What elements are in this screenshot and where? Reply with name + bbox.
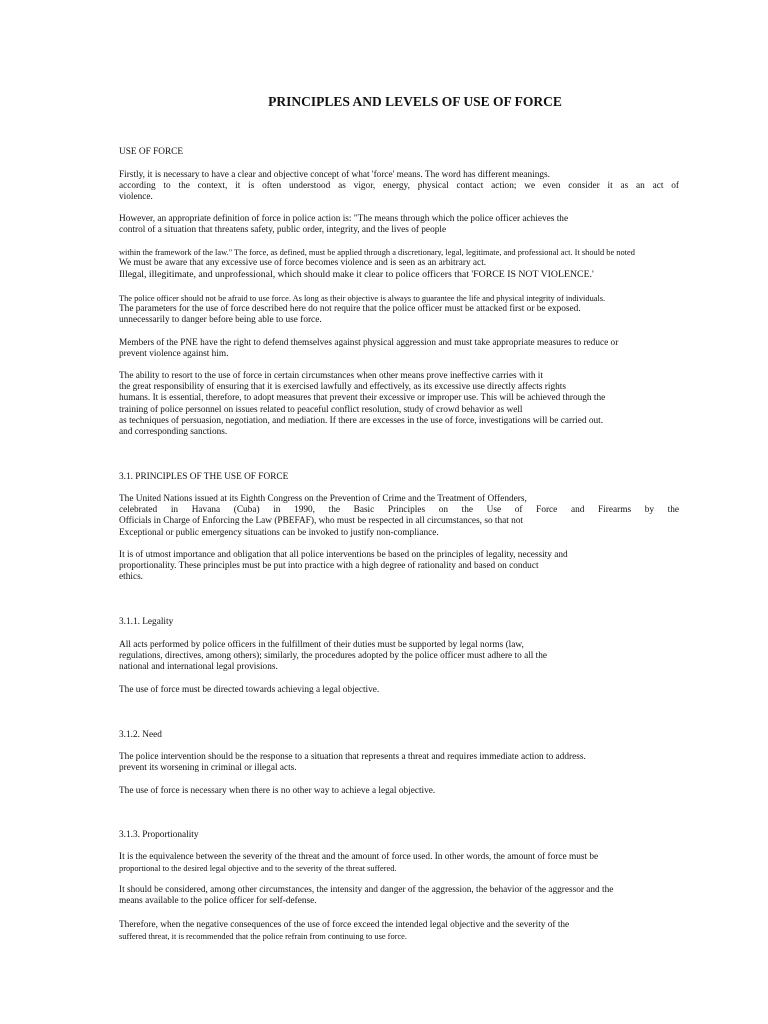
paragraph: Therefore, when the negative consequences of the use of force exceed the intended legal objective and the severity of the suffered threat, it is recommended that the police refrain from continuing to use force.	[119, 920, 570, 942]
section-heading-legality: 3.1.1. Legality	[119, 617, 174, 627]
paragraph: The police intervention should be the response to a situation that represents a threat and requires immediate action to address. prevent its worsening in criminal or illegal acts.	[119, 752, 586, 774]
paragraph: The use of force must be directed towards achieving a legal objective.	[119, 685, 380, 695]
paragraph: It is of utmost importance and obligation that all police interventions be based on the principles of legality, necessity and proportionality. These principles must be put into practice with a high degree of rationality and based on conduct ethics.	[119, 550, 568, 583]
section-heading-principles: 3.1. PRINCIPLES OF THE USE OF FORCE	[119, 472, 289, 482]
paragraph: within the framework of the law." The force, as defined, must be applied through a discretionary, legal, legitimate, and professional act. It should be noted We must be aware that any excessive use of force becomes violence and is seen as an arbitrary act. Illegal, illegitimate, and unprofessional, which should make it clear to police officers that 'FORCE IS NOT VIOLENCE.'	[119, 248, 635, 281]
paragraph: Members of the PNE have the right to defend themselves against physical aggression and must take appropriate measures to reduce or prevent violence against him.	[119, 338, 619, 360]
section-heading-proportionality: 3.1.3. Proportionality	[119, 830, 199, 840]
paragraph: It should be considered, among other circumstances, the intensity and danger of the aggression, the behavior of the aggressor and the means available to the police officer for self-defense.	[119, 885, 614, 907]
paragraph: It is the equivalence between the severity of the threat and the amount of force used. In other words, the amount of force must be proportional to the desired legal objective and to the severity of the threat suffered.	[119, 852, 599, 874]
document-title: PRINCIPLES AND LEVELS OF USE OF FORCE	[268, 94, 562, 109]
paragraph: The ability to resort to the use of force in certain circumstances when other means prove ineffective carries with it the great responsibility of ensuring that it is exercised lawfully and effectively, as its excessive use directly affects rights humans. It is essential, therefore, to adopt measures that prevent their excessive or improper use. This will be achieved through the training of police personnel on issues related to peaceful conflict resolution, study of crowd behavior as well as techniques of persuasion, negotiation, and mediation. If there are excesses in the use of force, investigations will be carried out. and corresponding sanctions.	[119, 371, 606, 438]
paragraph: The use of force is necessary when there is no other way to achieve a legal objective.	[119, 786, 436, 796]
paragraph: However, an appropriate definition of force in police action is: "The means through which the police officer achieves the control of a situation that threatens safety, public order, integrity, and the lives of people	[119, 214, 569, 236]
paragraph: Firstly, it is necessary to have a clear and objective concept of what 'force' means. The word has different meanings. according to the context, it is often understood as vigor, energy, physical contact action; we even consider it as an act of violence.	[119, 170, 679, 203]
paragraph: The United Nations issued at its Eighth Congress on the Prevention of Crime and the Treatment of Offenders, celebrated in Havana (Cuba) in 1990, the Basic Principles on the Use of Force and Firearms by the Officials in Charge of Enforcing the Law (PBEFAF), who must be respected in all circumstances, so that not Exceptional or public emergency situations can be invoked to justify non-compliance.	[119, 494, 679, 538]
paragraph: The police officer should not be afraid to use force. As long as their objective is always to guarantee the life and physical integrity of individuals. The parameters for the use of force described here do not require that the police officer must be attacked first or be exposed. unnecessarily to danger before being able to use force.	[119, 294, 606, 326]
section-heading-need: 3.1.2. Need	[119, 730, 162, 740]
section-heading-use-of-force: USE OF FORCE	[119, 147, 184, 157]
paragraph: All acts performed by police officers in the fulfillment of their duties must be supported by legal norms (law, regulations, directives, among others); similarly, the procedures adopted by the police officer must adhere to all the national and international legal provisions.	[119, 640, 548, 673]
